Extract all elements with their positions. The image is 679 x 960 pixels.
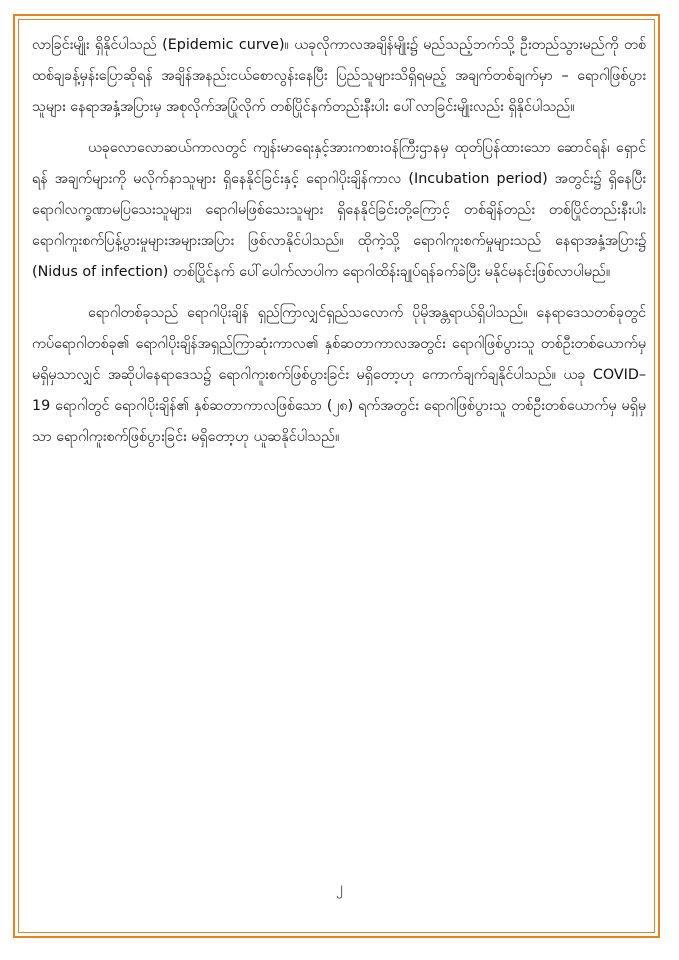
document-body <box>32 30 646 453</box>
paragraph-2: ယခုလောလောဆယ်ကာလတွင် ကျန်းမာရေးနှင့်အားကစားဝန်ကြီးဌာနမှ ထုတ်ပြန်ထားသော ဆောင်ရန်၊ ရှောင်ရန် အချက်များကို မလိုက်နာသူများ ရှိနေနိုင်ခြင်းနှင့် ရောဂါပိုးချိန်ကာလ (Incubation period) အတွင်း၌ ရှိနေပြီး ရောဂါလက္ခဏာမပြသေးသူများ၊ ရောဂါမဖြစ်သေးသူများ ရှိနေနိုင်ခြင်းတို့ကြောင့် တစ်ချိန်တည်း တစ်ပြိုင်တည်းနီးပါး ရောဂါကူးစက်ပြန့်ပွားမှုများအများအပြား ဖြစ်လာနိုင်ပါသည်။ ထိုကဲ့သို့ ရောဂါကူးစက်မှုများသည် နေရာအနှံ့အပြား၌ (Nidus of infection) တစ်ပြိုင်နက် ပေါ်ပေါက်လာပါက ရောဂါထိန်းချုပ်ရန်ခက်ခဲပြီး မနိုင်မနင်းဖြစ်လာပါမည်။ <box>32 140 646 280</box>
paragraph-1: လာခြင်းမျိုး ရှိနိုင်ပါသည် (Epidemic curve)။ ယခုလိုကာလအချိန်မျိုး၌ မည်သည့်ဘက်သို့ ဦးတည်သွားမည်ကို တစ်ထစ်ချခန့်မှန်းပြောဆိုရန် အချိန်အနည်းငယ်စောလွန်းနေပြီး ပြည်သူများသိရှိရမည့် အချက်တစ်ချက်မှာ – ရောဂါဖြစ်ပွားသူများ နေရာအနှံ့အပြားမှ အစုလိုက်အပြုံလိုက် တစ်ပြိုင်နက်တည်းနီးပါး ပေါ်လာခြင်းမျိုးလည်း ရှိနိုင်ပါသည်။ <box>32 37 646 115</box>
page-number: ၂ <box>336 880 343 896</box>
paragraph-3: ရောဂါတစ်ခုသည် ရောဂါပိုးချိန် ရှည်ကြာလျှင်ရှည်သလောက် ပိုမိုအန္တရာယ်ရှိပါသည်။ နေရာဒေသတစ်ခုတွင် ကပ်ရောဂါတစ်ခု၏ ရောဂါပိုးချိန်အရှည်ကြာဆုံးကာလ၏ နှစ်ဆတာကာလအတွင်း ရောဂါဖြစ်ပွားသူ တစ်ဦးတစ်ယောက်မှ မရှိမှသာလျှင် အဆိုပါနေရာဒေသ၌ ရောဂါကူးစက်ဖြစ်ပွားခြင်း မရှိတော့ဟု ကောက်ချက်ချနိုင်ပါသည်။ ယခု COVID–19 ရောဂါတွင် ရောဂါပိုးချိန်၏ နှစ်ဆတာကာလဖြစ်သော (၂၈) ရက်အတွင်း ရောဂါဖြစ်ပွားသူ တစ်ဦးတစ်ယောက်မှ မရှိမှသာ ရောဂါကူးစက်ဖြစ်ပွားခြင်း မရှိတော့ဟု ယူဆနိုင်ပါသည်။ <box>32 305 646 445</box>
